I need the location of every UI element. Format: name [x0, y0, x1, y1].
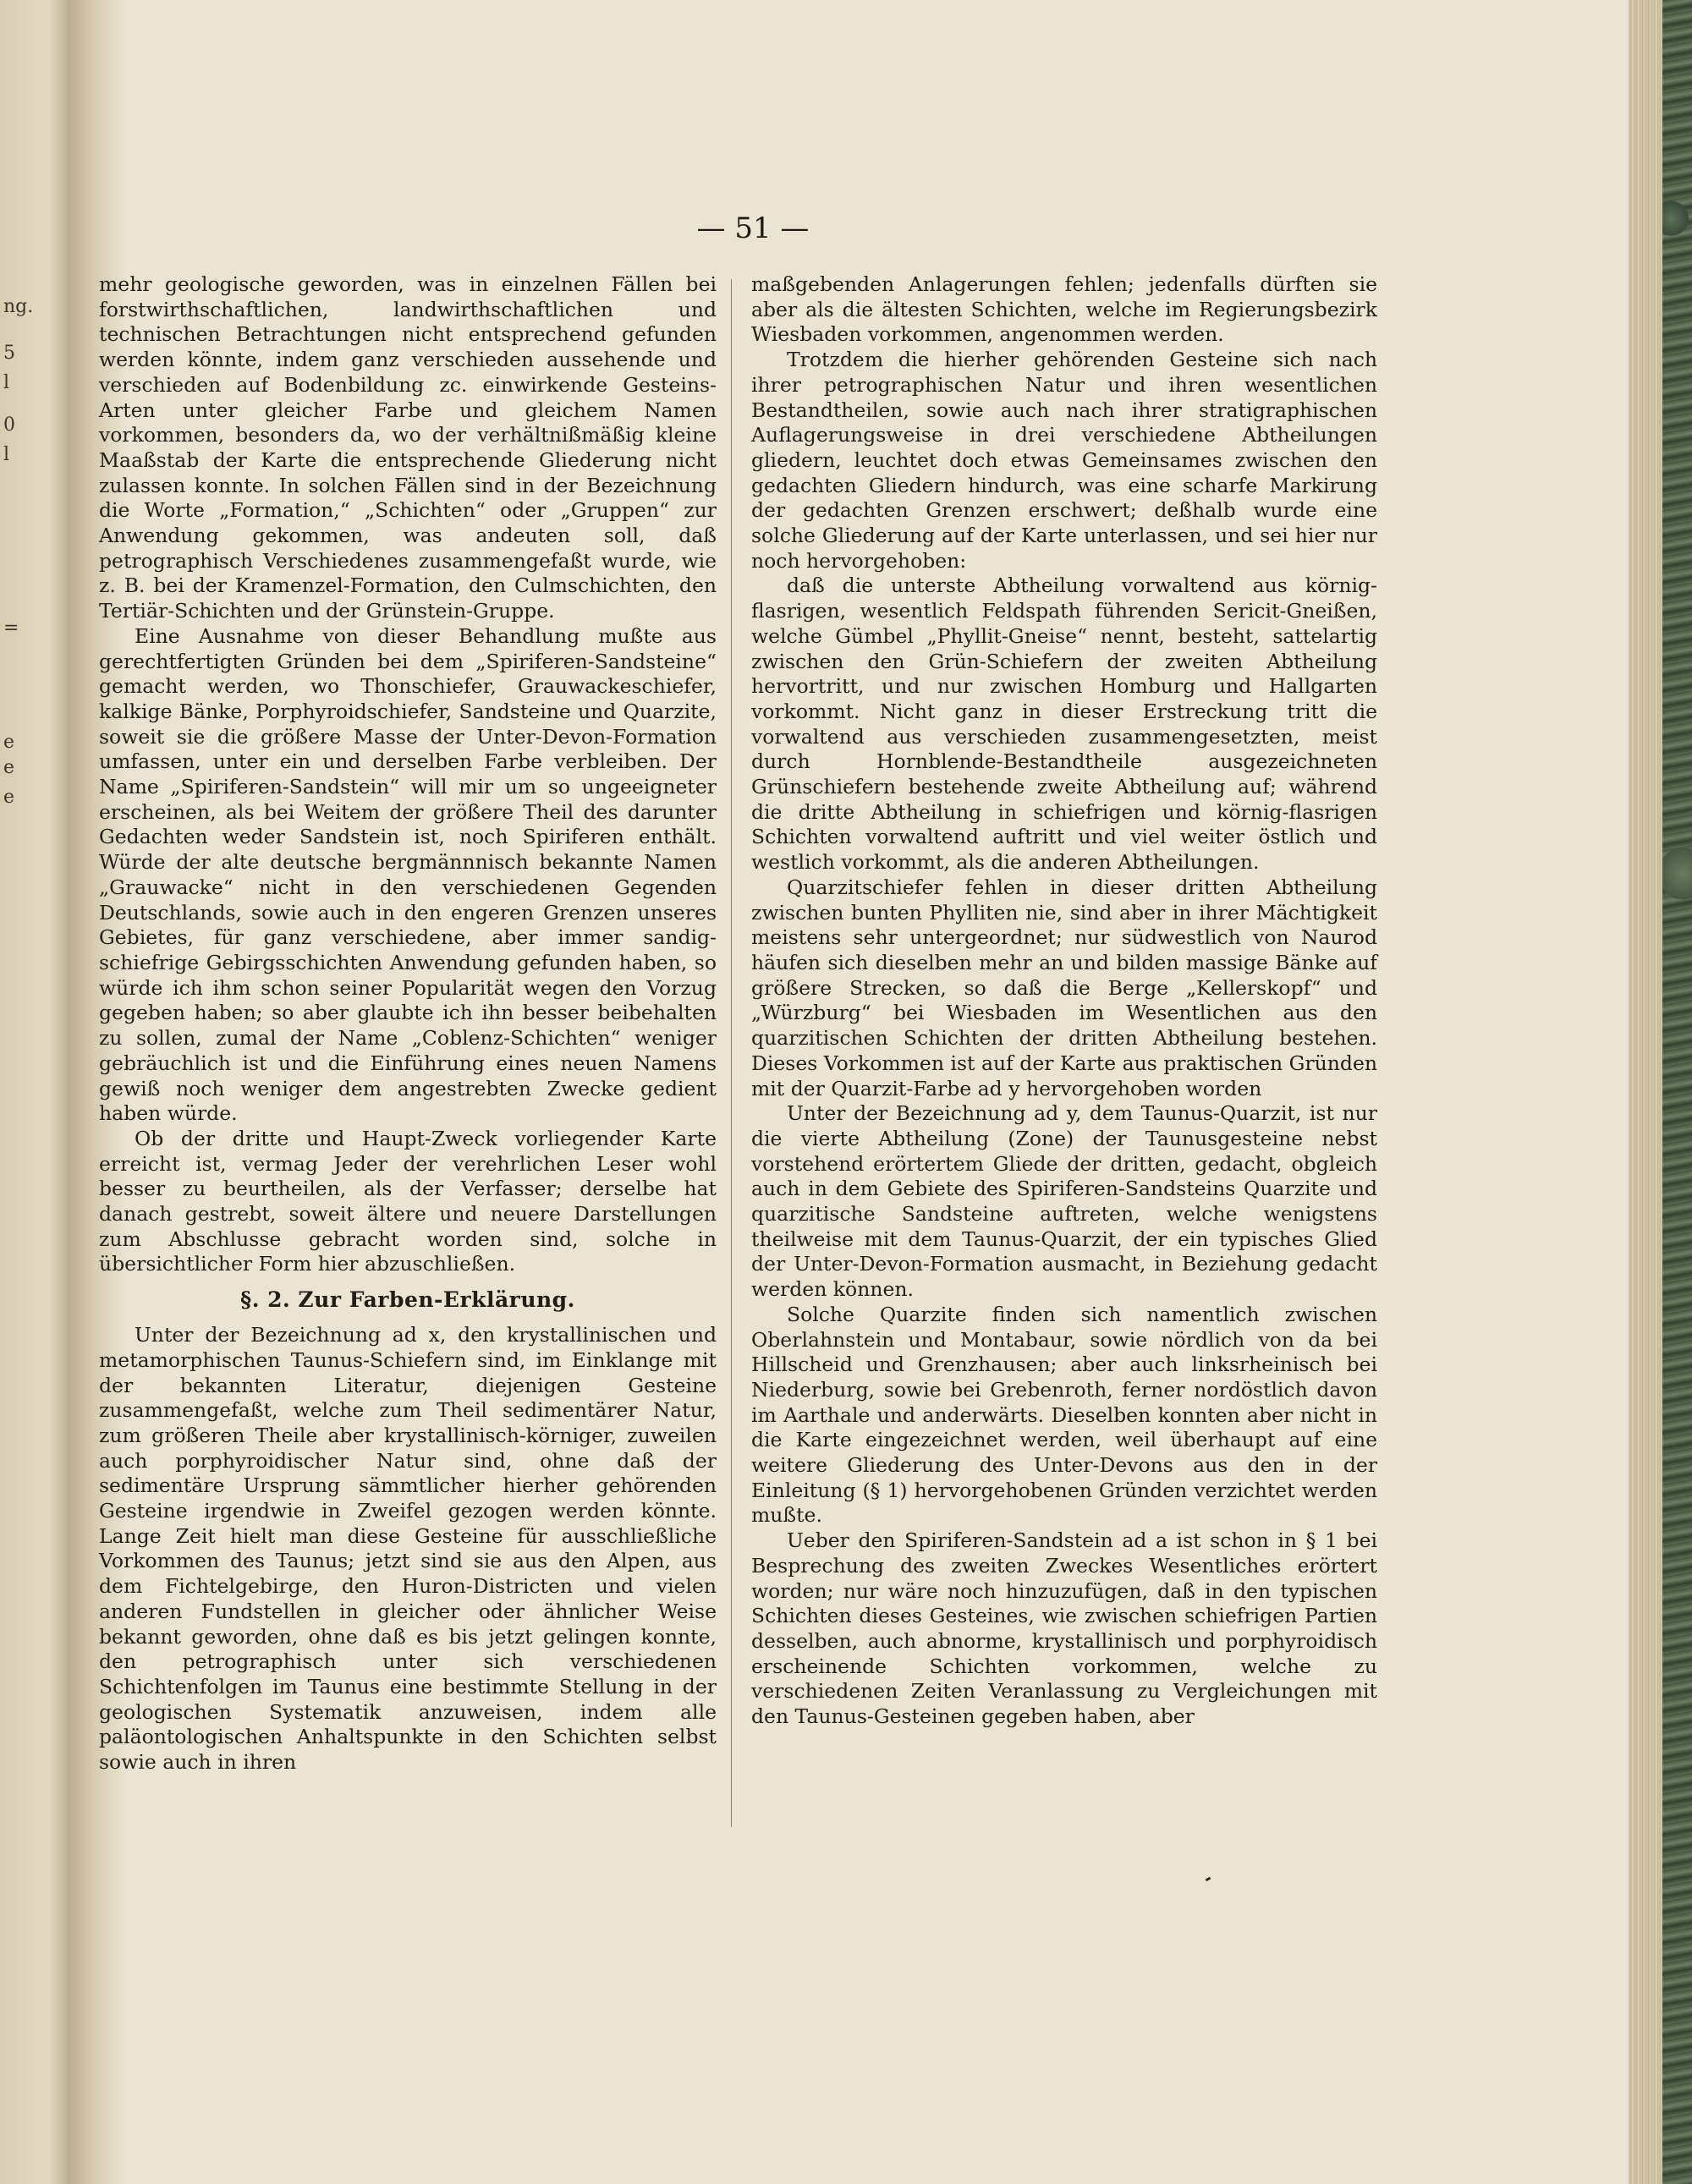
paragraph: Solche Quarzite finden sich namentlich zwischen Oberlahnstein und Montabaur, sowie nördlich von da bei Hillscheid und Grenzhausen; aber auch linksrheinisch bei Niederburg, sowie bei Grebenroth, ferner nordöstlich davon im Aarthale und anderwärts. Dieselben konnten aber nicht in die Karte eingezeichnet werden, weil überhaupt auf eine weitere Gliederung des Unter-Devons aus den in der Einleitung (§ 1) hervorgehobenen Gründen verzichtet werden mußte.	[751, 1302, 1377, 1528]
paragraph: Unter der Bezeichnung ad y, dem Taunus-Quarzit, ist nur die vierte Abtheilung (Zone) der Taunusgesteine nebst vorstehend erörtertem Gliede der dritten, gedacht, obgleich auch in dem Gebiete des Spiriferen-Sandsteins Quarzite und quarzitische Sandsteine auftreten, welche wenigstens theilweise mit dem Taunus-Quarzit, der ein typisches Glied der Unter-Devon-Formation ausmacht, in Beziehung gedacht werden können.	[751, 1101, 1377, 1302]
margin-fragment: ng.	[3, 296, 34, 317]
margin-fragment: =	[3, 617, 19, 639]
margin-fragment: e	[3, 732, 15, 753]
page-number: — 51 —	[696, 211, 810, 245]
right-column	[751, 272, 1377, 1730]
paragraph: mehr geologische geworden, was in einzelnen Fällen bei forstwirthschaftlichen, landwirthschaftlichen und technischen Betrachtungen nicht entsprechend gefunden werden könnte, indem ganz verschieden aussehende und verschieden auf Bodenbildung zc. einwirkende Gesteins-Arten unter gleicher Farbe und gleichem Namen vorkommen, besonders da, wo der verhältnißmäßig kleine Maaßstab der Karte die entsprechende Gliederung nicht zulassen konnte. In solchen Fällen sind in der Bezeichnung die Worte „Formation,“ „Schichten“ oder „Gruppen“ zur Anwendung gekommen, was andeuten soll, daß petrographisch Verschiedenes zusammengefaßt wurde, wie z. B. bei der Kramenzel-Formation, den Culmschichten, den Tertiär-Schichten und der Grünstein-Gruppe.	[99, 272, 717, 623]
paragraph: Eine Ausnahme von dieser Behandlung mußte aus gerechtfertigten Gründen bei dem „Spiriferen-Sandsteine“ gemacht werden, wo Thonschiefer, Grauwackeschiefer, kalkige Bänke, Porphyroidschiefer, Sandsteine und Quarzite, soweit sie die größere Masse der Unter-Devon-Formation umfassen, unter ein und derselben Farbe verbleiben. Der Name „Spiriferen-Sandstein“ will mir um so ungeeigneter erscheinen, als bei Weitem der größere Theil des darunter Gedachten weder Sandstein ist, noch Spiriferen enthält. Würde der alte deutsche bergmännnisch bekannte Namen „Grauwacke“ nicht in den verschiedenen Gegenden Deutschlands, sowie auch in den engeren Grenzen unseres Gebietes, für ganz verschiedene, aber immer sandig-schiefrige Gebirgsschichten Anwendung gefunden haben, so würde ich ihm schon seiner Popularität wegen den Vorzug gegeben haben; so aber glaubte ich ihn besser beibehalten zu sollen, zumal der Name „Coblenz-Schichten“ weniger gebräuchlich ist und die Einführung eines neuen Namens gewiß noch weniger dem angestrebten Zwecke gedient haben würde.	[99, 623, 717, 1126]
previous-page-edge	[0, 0, 68, 2184]
margin-fragment: l	[3, 372, 10, 393]
paragraph: Unter der Bezeichnung ad x, den krystallinischen und metamorphischen Taunus-Schiefern sind, im Einklange mit der bekannten Literatur, diejenigen Gesteine zusammengefaßt, welche zum Theil sedimentärer Natur, zum größeren Theile aber krystallinisch-körniger, zuweilen auch porphyroidischer Natur sind, ohne daß der sedimentäre Ursprung sämmtlicher hierher gehörenden Gesteine irgendwie in Zweifel gezogen werden könnte. Lange Zeit hielt man diese Gesteine für ausschließliche Vorkommen des Taunus; jetzt sind sie aus den Alpen, aus dem Fichtelgebirge, den Huron-Districten und vielen anderen Fundstellen in gleicher oder ähnlicher Weise bekannt geworden, ohne daß es bis jetzt gelingen konnte, den petrographisch unter sich verschiedenen Schichtenfolgen im Taunus eine bestimmte Stellung in der geologischen Systematik anzuweisen, indem alle paläontologischen Anhaltspunkte in den Schichten selbst sowie auch in ihren	[99, 1323, 717, 1775]
margin-fragment: l	[3, 444, 10, 465]
paragraph: Quarzitschiefer fehlen in dieser dritten Abtheilung zwischen bunten Phylliten nie, sind aber in ihrer Mächtigkeit meistens sehr untergeordnet; nur südwestlich von Naurod häufen sich dieselben mehr an und bilden massige Bänke auf größere Strecken, so daß die Berge „Kellerskopf“ und „Würzburg“ bei Wiesbaden im Wesentlichen aus den quarzitischen Schichten der dritten Abtheilung bestehen. Dieses Vorkommen ist auf der Karte aus praktischen Gründen mit der Quarzit-Farbe ad y hervorgehoben worden	[751, 875, 1377, 1100]
marbled-cover	[1662, 0, 1692, 2184]
section-heading: §. 2. Zur Farben-Erklärung.	[240, 1287, 575, 1313]
paragraph: daß die unterste Abtheilung vorwaltend aus körnig-flasrigen, wesentlich Feldspath führenden Sericit-Gneißen, welche Gümbel „Phyllit-Gneise“ nennt, besteht, sattelartig zwischen den Grün-Schiefern der zweiten Abtheilung hervortritt, und nur zwischen Homburg und Hallgarten vorkommt. Nicht ganz in dieser Erstreckung tritt die vorwaltend aus verschieden zusammengesetzten, meist durch Hornblende-Bestandtheile ausgezeichneten Grünschiefern bestehende zweite Abtheilung auf; während die dritte Abtheilung in schiefrigen und körnig-flasrigen Schichten vorwaltend auftritt und viel weiter östlich und westlich vorkommt, als die anderen Abtheilungen.	[751, 573, 1377, 875]
margin-fragment: 5	[3, 343, 15, 364]
left-column	[99, 272, 717, 1775]
paragraph: Ueber den Spiriferen-Sandstein ad a ist schon in § 1 bei Besprechung des zweiten Zweckes Wesentliches erörtert worden; nur wäre noch hinzuzufügen, daß in den typischen Schichten dieses Gesteines, wie zwischen schiefrigen Partien desselben, auch abnorme, krystallinisch und porphyroidisch erscheinende Schichten vorkommen, welche zu verschiedenen Zeiten Veranlassung zu Vergleichungen mit den Taunus-Gesteinen gegeben haben, aber	[751, 1528, 1377, 1729]
paragraph: Trotzdem die hierher gehörenden Gesteine sich nach ihrer petrographischen Natur und ihren wesentlichen Bestandtheilen, sowie auch nach ihrer stratigraphischen Auflagerungsweise in drei verschiedene Abtheilungen gliedern, leuchtet doch etwas Gemeinsames zwischen den gedachten Gliedern hindurch, was eine scharfe Markirung der gedachten Grenzen erschwert; deßhalb wurde eine solche Gliederung auf der Karte unterlassen, und sei hier nur noch hervorgehoben:	[751, 348, 1377, 573]
column-divider	[731, 279, 732, 1827]
margin-fragment: e	[3, 757, 15, 778]
paragraph: Ob der dritte und Haupt-Zweck vorliegender Karte erreicht ist, vermag Jeder der verehrlichen Leser wohl besser zu beurtheilen, als der Verfasser; derselbe hat danach gestrebt, soweit ältere und neuere Darstellungen zum Abschlusse gebracht worden sind, solche in übersichtlicher Form hier abzuschließen.	[99, 1126, 717, 1276]
paragraph: maßgebenden Anlagerungen fehlen; jedenfalls dürften sie aber als die ältesten Schichten, welche im Regierungsbezirk Wiesbaden vorkommen, angenommen werden.	[751, 272, 1377, 347]
margin-fragment: e	[3, 787, 15, 808]
margin-fragment: 0	[3, 414, 15, 436]
